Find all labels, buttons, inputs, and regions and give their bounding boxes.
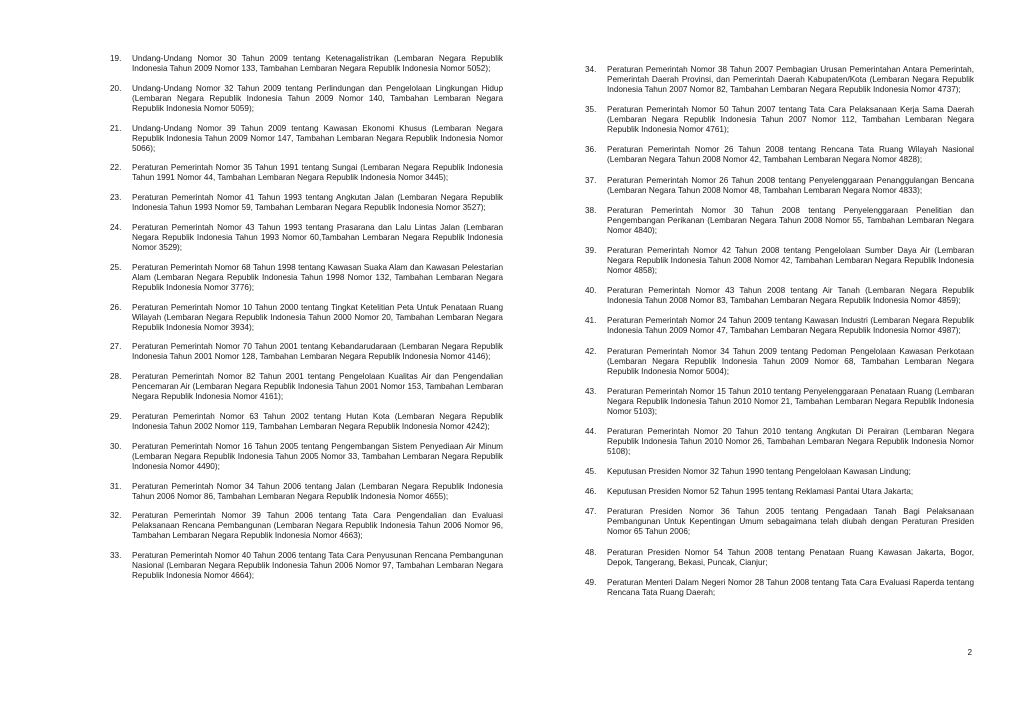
item-text: Peraturan Pemerintah Nomor 34 Tahun 2009 tentang Pedoman Pengelolaan Kawasan Perkotaan (Lembaran Negara Republik Indonesia Tahun 2009 Nomor 68, Tambahan Lembaran Negara Republik Indonesia Nomor 5004);: [607, 346, 974, 376]
item-number: 19.: [110, 54, 122, 63]
list-item: [110, 442, 503, 472]
item-number: 29.: [110, 411, 122, 421]
list-item: [110, 193, 503, 213]
item-number: 43.: [585, 386, 597, 396]
item-number: 26.: [110, 302, 122, 312]
list-item: [110, 54, 503, 74]
list-item: [585, 105, 974, 135]
item-number: 22.: [110, 163, 122, 173]
item-text: Peraturan Pemerintah Nomor 39 Tahun 2006 tentang Tata Cara Pengendalian dan Evaluasi Pelaksanaan Rencana Pembangunan (Lembaran Negara Republik Indonesia Tahun 2006 Nomor 96, Tambahan Lembaran Negara Republik Indonesia Nomor 4663);: [132, 511, 503, 541]
item-number: 27.: [110, 342, 122, 352]
item-number: 42.: [585, 346, 597, 356]
item-text: Peraturan Pemerintah Nomor 70 Tahun 2001 tentang Kebandarudaraan (Lembaran Negara Republik Indonesia Tahun 2001 Nomor 128, Tambahan Lembaran Negara Republik Indonesia Nomor 4146);: [132, 342, 503, 362]
list-item: [110, 511, 503, 541]
list-item: [585, 145, 974, 165]
item-number: 23.: [110, 193, 122, 203]
item-text: Peraturan Pemerintah Nomor 34 Tahun 2006 tentang Jalan (Lembaran Negara Republik Indonesia Tahun 2006 Nomor 86, Tambahan Lembaran Negara Republik Indonesia Nomor 4655);: [132, 481, 503, 501]
item-text: Peraturan Presiden Nomor 54 Tahun 2008 tentang Penataan Ruang Kawasan Jakarta, Bogor, Depok, Tangerang, Bekasi, Puncak, Cianjur;: [607, 547, 974, 567]
list-item: [110, 163, 503, 183]
item-text: Peraturan Pemerintah Nomor 42 Tahun 2008 tentang Pengelolaan Sumber Daya Air (Lembaran Negara Republik Indonesia Tahun 2008 Nomor 42, Tambahan Lembaran Negara Republik Indonesia Nomor 4858);: [607, 245, 974, 275]
item-text: Peraturan Pemerintah Nomor 35 Tahun 1991 tentang Sungai (Lembaran Negara Republik Indonesia Tahun 1991 Nomor 44, Tambahan Lembaran Negara Republik Indonesia Nomor 3445);: [132, 163, 503, 183]
item-text: Peraturan Pemerintah Nomor 20 Tahun 2010 tentang Angkutan Di Perairan (Lembaran Negara Republik Indonesia Tahun 2010 Nomor 26, Tambahan Lembaran Negara Republik Indonesia Nomor 5108);: [607, 426, 974, 456]
item-text: Undang-Undang Nomor 30 Tahun 2009 tentang Ketenagalistrikan (Lembaran Negara Republik Indonesia Tahun 2009 Nomor 133, Tambahan Lembaran Negara Republik Indonesia Nomor 5052);: [132, 54, 503, 73]
right-column: [585, 65, 974, 608]
item-number: 25.: [110, 262, 122, 272]
item-number: 34.: [585, 65, 597, 74]
list-item: [585, 507, 974, 537]
list-item: [585, 316, 974, 336]
item-text: Undang-Undang Nomor 39 Tahun 2009 tentang Kawasan Ekonomi Khusus (Lembaran Negara Republik Indonesia Tahun 2009 Nomor 147, Tambahan Lembaran Negara Republik Indonesia Nomor 5066);: [132, 123, 503, 153]
list-item: [110, 84, 503, 114]
item-number: 32.: [110, 511, 122, 521]
page-number: 2: [967, 648, 972, 657]
item-number: 28.: [110, 372, 122, 382]
item-number: 21.: [110, 123, 122, 133]
list-item: [585, 467, 974, 477]
list-item: [585, 347, 974, 377]
list-item: [585, 246, 974, 276]
item-text: Peraturan Pemerintah Nomor 15 Tahun 2010 tentang Penyelenggaraan Penataan Ruang (Lembaran Negara Republik Indonesia Tahun 2010 Nomor 21, Tambahan Lembaran Negara Republik Indonesia Nomor 5103);: [607, 386, 974, 416]
item-number: 46.: [585, 487, 597, 497]
item-text: Peraturan Pemerintah Nomor 41 Tahun 1993 tentang Angkutan Jalan (Lembaran Negara Republik Indonesia Tahun 1993 Nomor 59, Tambahan Lembaran Negara Republik Indonesia Nomor 3527);: [132, 193, 503, 213]
list-item: [110, 342, 503, 362]
item-text: Peraturan Pemerintah Nomor 40 Tahun 2006 tentang Tata Cara Penyusunan Rencana Pembangunan Nasional (Lembaran Negara Republik Indonesia Tahun 2006 Nomor 97, Tambahan Lembaran Negara Republik Indonesia Nomor 4664);: [132, 551, 503, 581]
list-item: [585, 206, 974, 236]
list-item: [110, 372, 503, 402]
list-item: [110, 412, 503, 432]
item-text: Undang-Undang Nomor 32 Tahun 2009 tentang Perlindungan dan Pengelolaan Lingkungan Hidup (Lembaran Negara Republik Indonesia Tahun 2009 Nomor 140, Tambahan Lembaran Negara Republik Indonesia Nomor 5059);: [132, 83, 503, 113]
item-text: Peraturan Pemerintah Nomor 10 Tahun 2000 tentang Tingkat Ketelitian Peta Untuk Penataan Ruang Wilayah (Lembaran Negara Republik Indonesia Tahun 2000 Nomor 20, Tambahan Lembaran Negara Republik Indonesia Nomor 3934);: [132, 302, 503, 332]
item-text: Peraturan Pemerintah Nomor 24 Tahun 2009 tentang Kawasan Industri (Lembaran Negara Republik Indonesia Tahun 2009 Nomor 47, Tambahan Lembaran Negara Republik Indonesia Nomor 4987);: [607, 316, 974, 336]
list-item: [110, 551, 503, 581]
item-number: 35.: [585, 105, 597, 115]
list-item: [585, 176, 974, 196]
item-text: Peraturan Pemerintah Nomor 82 Tahun 2001 tentang Pengelolaan Kualitas Air dan Pengendalian Pencemaran Air (Lembaran Negara Republik Indonesia Tahun 2001 Nomor 153, Tambahan Lembaran Negara Republik Indonesia Nomor 4161);: [132, 372, 503, 402]
left-column: [110, 54, 503, 591]
item-text: Peraturan Pemerintah Nomor 26 Tahun 2008 tentang Rencana Tata Ruang Wilayah Nasional (Lembaran Negara Tahun 2008 Nomor 42, Tambahan Lembaran Negara Nomor 4828);: [607, 145, 974, 165]
item-text: Keputusan Presiden Nomor 32 Tahun 1990 tentang Pengelolaan Kawasan Lindung;: [607, 467, 911, 477]
item-text: Keputusan Presiden Nomor 52 Tahun 1995 tentang Reklamasi Pantai Utara Jakarta;: [607, 487, 914, 497]
item-text: Peraturan Pemerintah Nomor 63 Tahun 2002 tentang Hutan Kota (Lembaran Negara Republik Indonesia Tahun 2002 Nomor 119, Tambahan Lembaran Negara Republik Indonesia Nomor 4242);: [132, 411, 503, 431]
item-text: Peraturan Pemerintah Nomor 43 Tahun 2008 tentang Air Tanah (Lembaran Negara Republik Indonesia Tahun 2008 Nomor 83, Tambahan Lembaran Negara Republik Indonesia Nomor 4859);: [607, 286, 974, 306]
item-text: Peraturan Menteri Dalam Negeri Nomor 28 Tahun 2008 tentang Tata Cara Evaluasi Raperda tentang Rencana Tata Ruang Daerah;: [607, 577, 974, 597]
item-number: 24.: [110, 222, 122, 232]
item-number: 30.: [110, 441, 122, 451]
item-number: 20.: [110, 83, 122, 93]
item-number: 40.: [585, 286, 597, 296]
item-text: Peraturan Pemerintah Nomor 30 Tahun 2008 tentang Penyelenggaraan Penelitian dan Pengembangan Perikanan (Lembaran Negara Tahun 2008 Nomor 55, Tambahan Lembaran Negara Nomor 4840);: [607, 205, 974, 235]
list-item: [110, 263, 503, 293]
item-number: 39.: [585, 245, 597, 255]
item-text: Peraturan Pemerintah Nomor 16 Tahun 2005 tentang Pengembangan Sistem Penyediaan Air Minum (Lembaran Negara Republik Indonesia Tahun 2005 Nomor 33, Tambahan Lembaran Negara Republik Indonesia Nomor 4490);: [132, 441, 503, 471]
item-number: 48.: [585, 547, 597, 557]
item-number: 47.: [585, 507, 597, 517]
list-item: [110, 303, 503, 333]
item-number: 33.: [110, 551, 122, 561]
item-text: Peraturan Pemerintah Nomor 43 Tahun 1993 tentang Prasarana dan Lalu Lintas Jalan (Lembaran Negara Republik Indonesia Tahun 1993 Nomor 60,Tambahan Lembaran Negara Republik Indonesia Nomor 3529);: [132, 222, 503, 252]
list-item: [585, 286, 974, 306]
item-text: Peraturan Pemerintah Nomor 50 Tahun 2007 tentang Tata Cara Pelaksanaan Kerja Sama Daerah (Lembaran Negara Republik Indonesia Tahun 2007 Nomor 112, Tambahan Lembaran Negara Republik Indonesia Nomor 4761);: [607, 105, 974, 135]
item-text: Peraturan Pemerintah Nomor 38 Tahun 2007 Pembagian Urusan Pemerintahan Antara Pemerintah, Pemerintah Daerah Provinsi, dan Pemerintah Daerah Kabupaten/Kota (Lembaran Negara Republik Indonesia Tahun 2007 Nomor 82, Tambahan Lembaran Negara Republik Indonesia Nomor 4737);: [607, 65, 974, 94]
list-item: [585, 578, 974, 598]
item-number: 36.: [585, 145, 597, 155]
item-text: Peraturan Pemerintah Nomor 68 Tahun 1998 tentang Kawasan Suaka Alam dan Kawasan Pelestarian Alam (Lembaran Negara Republik Indonesia Tahun 1998 Nomor 132, Tambahan Lembaran Negara Republik Indonesia Nomor 3776);: [132, 262, 503, 292]
item-number: 37.: [585, 175, 597, 185]
item-number: 31.: [110, 481, 122, 491]
item-number: 38.: [585, 205, 597, 215]
list-item: [110, 482, 503, 502]
list-item: [585, 65, 974, 95]
item-number: 44.: [585, 426, 597, 436]
item-number: 45.: [585, 467, 597, 477]
list-item: [585, 427, 974, 457]
item-number: 41.: [585, 316, 597, 326]
list-item: [585, 548, 974, 568]
item-number: 49.: [585, 577, 597, 587]
list-item: [110, 124, 503, 154]
item-text: Peraturan Presiden Nomor 36 Tahun 2005 tentang Pengadaan Tanah Bagi Pelaksanaan Pembangunan Untuk Kepentingan Umum sebagaimana telah diubah dengan Peraturan Presiden Nomor 65 Tahun 2006;: [607, 507, 974, 537]
list-item: [585, 487, 974, 497]
list-item: [585, 387, 974, 417]
item-text: Peraturan Pemerintah Nomor 26 Tahun 2008 tentang Penyelenggaraan Penanggulangan Bencana (Lembaran Negara Tahun 2008 Nomor 48, Tambahan Lembaran Negara Nomor 4833);: [607, 175, 974, 195]
list-item: [110, 223, 503, 253]
